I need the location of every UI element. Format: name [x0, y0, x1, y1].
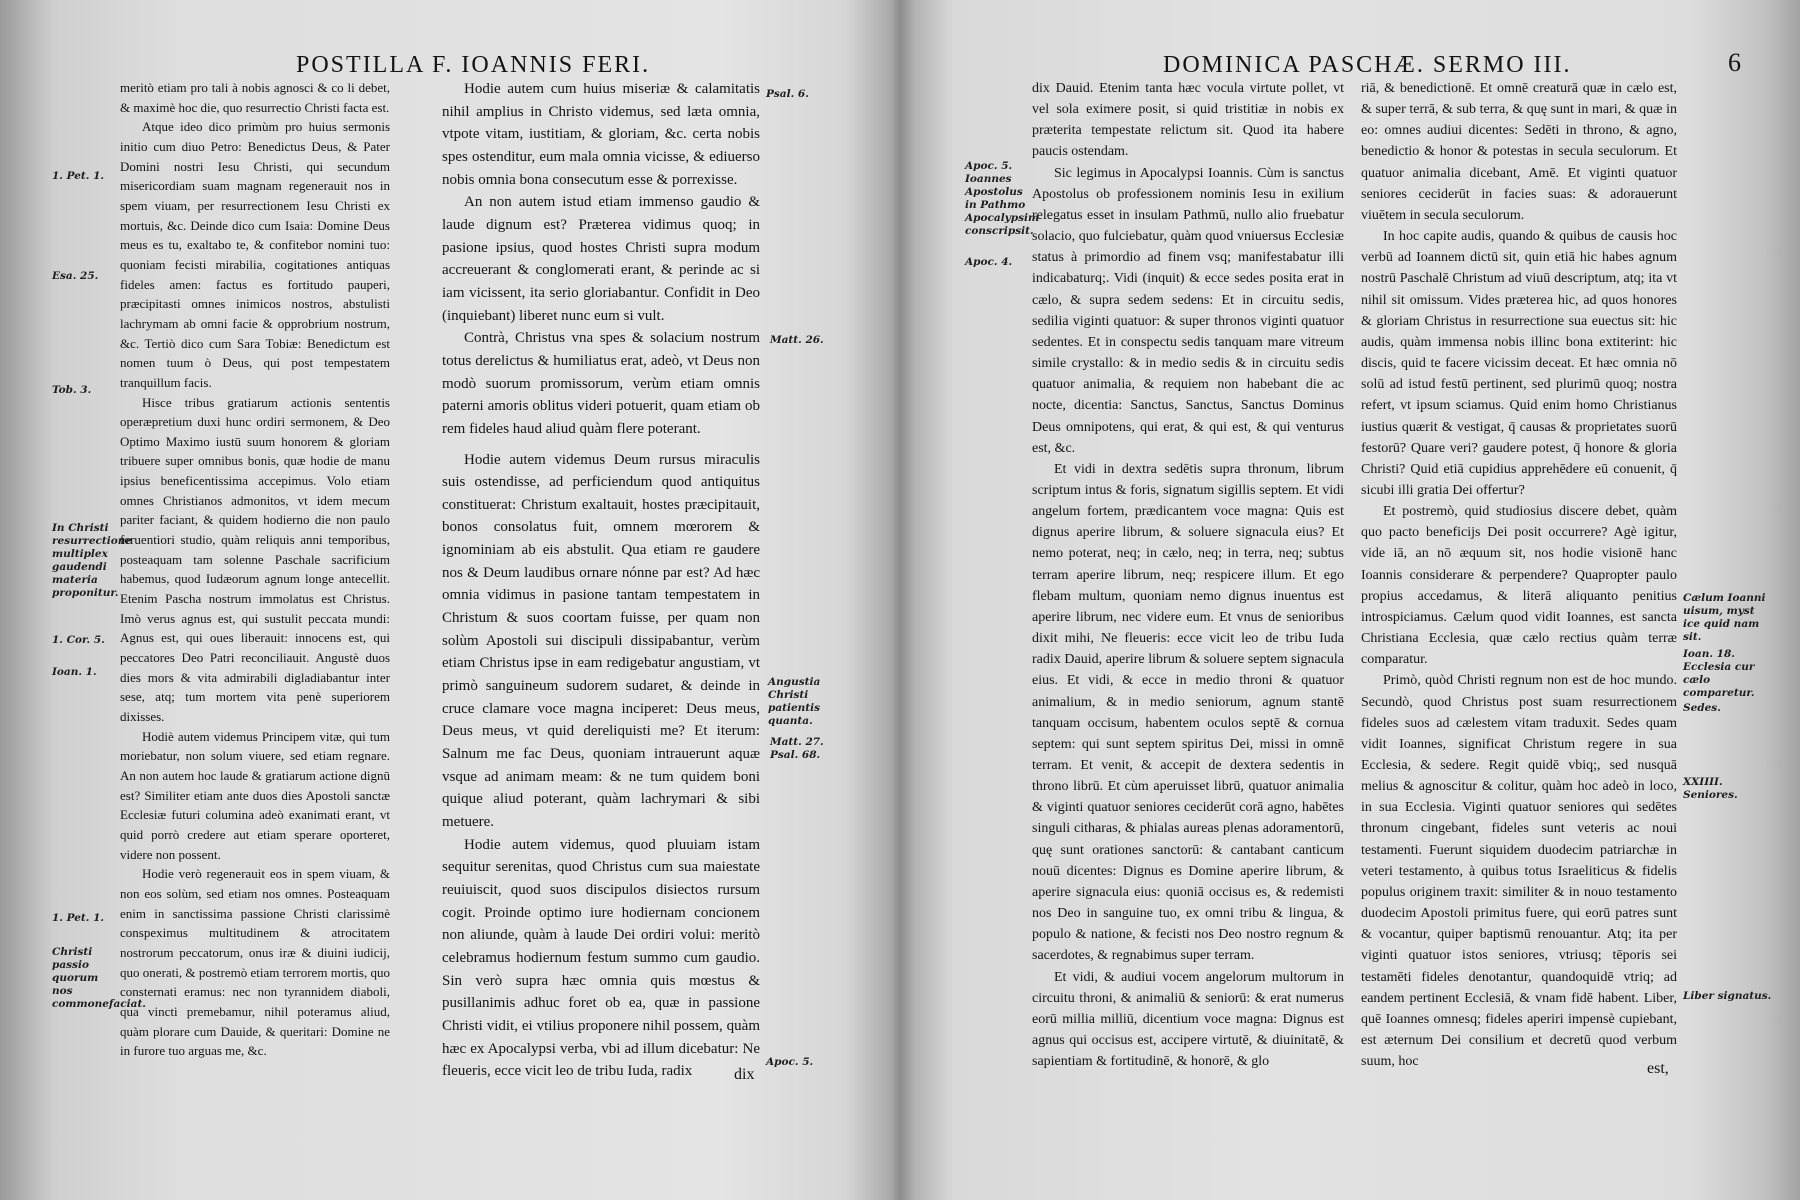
margin-note: Ioan. 18. Ecclesia cur cælo comparetur. — [1683, 648, 1755, 699]
paragraph: Et vidi in dextra sedētis supra thronum, librum scriptum intus & foris, signatum sigillis septem. Et vidi angelum fortem, prædicantem voce magna: Quis est dignus aperire librum, & soluere signacula eius? Et nemo poterat, neq; in cælo, neq; in terra, neq; subtus terram aperire librum, neq; respicere illum. Et ego flebam multum, quoniam nemo dignus inuentus est aperire librum, nec videre eum. Et vnus de senioribus dixit mihi, Ne fleueris: ecce vicit leo de tribu Iuda radix Dauid, aperire librum & soluere septem signacula eius. Et vidi, & ecce in medio throni & quatuor animalium, & in medio seniorum, agnum stantē tanquam occisum, habentem oculos septē & cornua septem: qui sunt septem spiritus Dei, missi in omnē terram. Et venit, & accepit de dextera sedentis in throno librū. Et cùm aperuisset librū, quatuor animalia & viginti quatuor seniores ceciderūt corā agno, habētes singuli citharas, & phialas aureas plenas adoramentorū, quę sunt orationes sanctorū: & cantabant canticum nouū dicentes: Dignus es Domine aperire librum, & aperire signacula eius: quoniā occisus es, & redemisti nos Deo in sanguine tuo, ex omni tribu & lingua, & populo & natione, & fecisti nos Deo nostro regnum & sacerdotes, & regnabimus super terram. — [1032, 461, 1344, 964]
margin-note: Ioan. 1. — [52, 666, 97, 678]
folio-number: 6 — [1728, 48, 1741, 77]
margin-note: Tob. 3. — [52, 384, 92, 396]
paragraph: An non autem istud etiam immenso gaudio & laude dignum est? Præterea vidimus quoq; in pasione ipsius, quod hostes Christi supra modum accreuerant & conglomerati erant, & perinde ac si iam vicissent, ita serio gloriabantur. Confidit in Deo (inquiebant) liberet nunc eum si vult. — [442, 194, 760, 324]
margin-note: 1. Pet. 1. — [52, 912, 105, 924]
margin-note: Cælum Ioanni uisum, myst ice quid nam sit. — [1683, 592, 1766, 643]
margin-note: Esa. 25. — [52, 270, 99, 282]
left-column-1 — [120, 78, 390, 1061]
catchword-right: est, — [1647, 1060, 1669, 1077]
left-column-2 — [442, 78, 760, 1083]
margin-note: Apoc. 5. — [766, 1056, 814, 1068]
margin-note: 1. Pet. 1. — [52, 170, 105, 182]
right-page — [905, 0, 1800, 1200]
paragraph: Hodiè autem videmus Principem vitæ, qui tum moriebatur, non solum viuere, sed etiam regnare. An non autem hoc laude & gratiarum actione dignū est? Similiter etiam ante duos dies Apostoli sanctæ Ecclesiæ futuri columina adeò exanimati erant, vt quid porrò credere aut etiam sperare oporteret, videre non possent. — [120, 728, 390, 862]
paragraph: Hodie autem videmus, quod pluuiam istam sequitur serenitas, quod Christus cum sua maiestate reuiuiscit, quod suos discipulos disiectos rursum cogit. Proinde optimo iure hodiernam concionem non aliunde, quàm à laude Dei ordiri volui: meritò celebramus hodiernum festum summo cum gaudio. Sin verò supra hæc omnia quis mœstus & pusillanimis adhuc foret ob ea, quæ in passione Christi vidit, ei vtilius proponere nihil possem, quàm hæc ex Apocalypsi verba, vbi ad illum dicebatur: Ne fleueris, ecce vicit leo de tribu Iuda, radix — [442, 836, 760, 1080]
right-column-2 — [1361, 78, 1677, 1072]
paragraph: Contrà, Christus vna spes & solacium nostrum totus derelictus & humiliatus erat, adeò, vt Deus non modò suorum promissorum, verùm etiam omnis paterni amoris oblitus videri potuerit, quam etiam ob rem fideles haud aliud quàm flere poterant. — [442, 330, 760, 437]
margin-note: Liber signatus. — [1683, 990, 1772, 1002]
paragraph: meritò etiam pro tali à nobis agnosci & co li debet, & maximè hoc die, quo resurrectio Christi facta est. — [120, 80, 390, 115]
margin-note: 1. Cor. 5. — [52, 634, 105, 646]
paragraph: dix Dauid. Etenim tanta hæc vocula virtute pollet, vt vel sola eximere posit, si quid tristitiæ in nobis ex præterita tempestate relictum sit. Quod ita habere paucis ostendam. — [1032, 81, 1344, 160]
margin-note: Psal. 6. — [766, 88, 809, 100]
paragraph: Primò, quòd Christi regnum non est de hoc mundo. Secundò, quod Christus post suam resurrectionem fideles suos ad cælestem vitam traduxit. Sedes quam vidit Ioannes, significat Christum regere in sua Ecclesia, & sedere. Regit quidē vbiq;, sed nusquā melius & agnoscitur & colitur, quàm hoc adeò in loco, in sua Ecclesia. Viginti quatuor seniores qui sedētes thronum cingebant, fideles sunt veteris ac noui testamenti. Fuerunt siquidem duodecim patriarchæ in veteri testamento, à quibus totus Israeliticus & fidelis populus originem traxit: similiter & in nouo testamento duodecim Apostoli primitus fuere, qui eorū patres sunt & vocantur, quiper baptismū renouantur. Atq; ita per viginti quatuor istos seniores, vtriusq; tēporis sei testamēti fideles denotantur, quandoquidē vtriq; ad eandem pertinent Ecclesiā, & vnam fidē habent. Liber, quē Ioannes omnesq; fideles aperiri impensè cupiebant, est æternum Dei consilium et decretū quod verbum suum, hoc — [1361, 673, 1677, 1070]
paragraph: In hoc capite audis, quando & quibus de causis hoc verbū ad Ioannem dictū sit, quin etiā hic habes agnum nostrū Paschalē Christum ad viuū descriptum, atq; ita vt nihil sit omissum. Vides præterea hic, ad quos honores & gloriam Christus in resurrectione sua euectus sit: hic audis, quàm immensa nobis illinc bona extiterint: hic discis, quid te facere vicissim deceat. Et hæc omnia nō solū ad istud festū pertinent, sed plurimū quoq; nostra refert, vt ipsum sciamus. Quid enim homo Christianus iustius quærit & vestigat, q̄ causas & proprietates suorū festorū? Quare veri? gaudere potest, q̄ honore & gloria Christi? Quid etiā cupidius apprehēdere eū conuenit, q̄ sicubi illi gratia Dei offertur? — [1361, 229, 1677, 498]
paragraph: riā, & benedictionē. Et omnē creaturā quæ in cælo est, & super terrā, & sub terra, & quę sunt in mari, & quæ in eo: omnes audiui dicentes: Sedēti in throno, & agno, benedictio & honor & potestas in secula seculorum. Et quatuor animalia dicebant, Amē. Et viginti quatuor seniores ceciderūt in facies suas: & adorauerunt viuētem in secula seculorum. — [1361, 81, 1677, 223]
paragraph: Sic legimus in Apocalypsi Ioannis. Cùm is sanctus Apostolus ob professionem nominis Iesu in exilium relegatus esset in insulam Pathmū, nullo alio fruebatur solacio, quo fulciebatur, quàm quod vniuersus Ecclesiæ status à primordio ad finem vsq; manifestabatur illi indicabaturq;. Vidi (inquit) & ecce sedes posita erat in cælo, & supra sedem sedens: Et in circuitu sedis, sedilia viginti quatuor: & super thronos viginti quatuor sedentes. Et in conspectu sedis tanquam mare vitreum simile crystallo: & in medio sedis & in circuitu sedis quatuor animalia, & requiem non habebant die ac nocte, dicentia: Sanctus, Sanctus, Sanctus Dominus Deus omnipotens, qui erat, & qui est, & qui venturus est, &c. — [1032, 165, 1344, 456]
paragraph: Hodie autem videmus Deum rursus miraculis suis ostendisse, ad perficiendum quod antiquitus constituerat: Christum exaltauit, hostes præcipitauit, bonos consolatus fuit, omnem mœrorem & ignominiam ab eis abstulit. Qua etiam re gaudere nos & Deum laudibus ornare nónne par est? Ad hæc omnia vidimus in pasione tantam tempestatem in Christum & suos coortam fuisse, per quam non solùm Apostoli sui discipuli dissipabantur, verùm etiam Christus ipse in eam redigebatur angustiam, vt primò sanguineum sudorem sudaret, & deinde in cruce clamare voce magna inciperet: Deus meus, Deus meus, vt quid dereliquisti me? Et iterum: Salnum me fac Deus, quoniam intrauerunt aquæ vsque ad animam meam: & ne tum quidem boni quique aliud poterant, quàm lachrymari & sibi metuere. — [442, 451, 760, 830]
margin-note: Matt. 26. — [770, 334, 824, 346]
paragraph: Hisce tribus gratiarum actionis sententis operæpretium duxi hunc ordiri sermonem, & Deo Optimo Maximo iustū suum honorem & gloriam tribuere super omnibus bonis, quæ hodie de manu ipsius beneficentissima accepimus. Volo etiam omnes Christianos admonitos, vt idem mecum pariter faciant, & quidem hodierno die non paulo feruentiori studio, quàm reliquis anni temporibus, posteaquam tam solenne Paschale sacrificium habemus, quod Iudæorum agnum longe antecellit. Etenim Pascha nostrum immolatus est Christus. Imò verus agnus est, qui sustulit peccata mundi: Agnus est, qui oues liberauit: innocens est, qui peccatores Deo Patri reconciliauit. Angustè duos dies mors & vita admirabili digladiabantur inter sese, atq; tum mortem vita penè superiorem dixisses. — [120, 394, 390, 724]
catchword-left: dix — [734, 1066, 755, 1083]
paragraph: Et vidi, & audiui vocem angelorum multorum in circuitu throni, & animaliū & seniorū: & erat numerus eorū millia milliū, dicentium voce magna: Dignus est agnus qui occisus est, accipere virtutē, & diuinitatē, & sapientiam & fortitudinē, & honorē, & glo — [1032, 969, 1344, 1070]
margin-note: Angustia Christi patientis quanta. — [768, 676, 821, 727]
margin-note: Sedes. — [1683, 702, 1721, 714]
left-page — [0, 0, 897, 1200]
margin-note: In Christi resurrectione multiplex gaudendi materia proponitur. — [52, 522, 133, 599]
running-header-left: POSTILLA F. IOANNIS FERI. — [296, 52, 651, 78]
margin-note: Matt. 27. Psal. 68. — [770, 736, 824, 761]
right-column-1 — [1032, 78, 1344, 1072]
paragraph: Hodie verò regenerauit eos in spem viuam, & non eos solùm, sed etiam nos omnes. Posteaquam enim in sanctissima passione Christi clarissimè conspeximus multitudinem & atrocitatem nostrorum peccatorum, onus iræ & diuini iudicij, quo onerati, & postremò etiam terrorem mortis, quo consternati eramus: nec non tyrannidem diaboli, qua vincti premebamur, nihil poteramus aliud, quàm plorare cum Dauide, & queritari: Domine ne in furore tuo arguas me, &c. — [120, 866, 390, 1059]
paragraph: Atque ideo dico primùm pro huius sermonis initio cum diuo Petro: Benedictus Deus, & Pater Domini nostri Iesu Christi, qui secundum misericordiam suam magnam regenerauit nos in spem viuam, per resurrectionem Iesu Christi ex mortuis, &c. Deinde dico cum Isaia: Domine Deus meus es tu, exaltabo te, & confitebor nomini tuo: quoniam fecisti mirabilia, cogitationes antiquas fideles amen: factus es fortitudo pauperi, præcipitasti omnes inimicos nostros, abstulisti lachrymam ab omni facie & opprobrium nostrum, &c. Tertiò dico cum Sara Tobiæ: Benedictum est nomen tuum ò Deus, qui post tempestatem tranquillum facis. — [120, 119, 390, 390]
margin-note: Christi passio quorum nos commonefaciat. — [52, 946, 146, 1010]
paragraph: Hodie autem cum huius miseriæ & calamitatis nihil amplius in Christo videmus, sed læta omnia, vtpote vitam, iustitiam, & gloriam, &c. certa nobis spes ostenditur, eum mala omnia vicisse, & ediuerso nobis omnia bona consecutum esse & porrexisse. — [442, 81, 760, 188]
margin-note: XXIIII. Seniores. — [1683, 776, 1738, 801]
margin-note: Apoc. 4. — [965, 256, 1013, 268]
margin-note: Apoc. 5. Ioannes Apostolus in Pathmo Apocalypsim conscripsit. — [965, 160, 1040, 237]
paragraph: Et postremò, quid studiosius discere debet, quàm quo pacto beneficijs Dei posit occurrere? Agè igitur, vide iā, an nō æquum sit, nos hodie visionē hanc Ioannis considerare & perpendere? Quapropter paulo propius accedamus, & literā aliquanto penitius introspiciamus. Cælum quod vidit Ioannes, est sancta Christiana Ecclesia, quæ cælo rectius quàm terræ comparatur. — [1361, 504, 1677, 668]
running-header-right: DOMINICA PASCHÆ. SERMO III. — [1163, 52, 1572, 78]
